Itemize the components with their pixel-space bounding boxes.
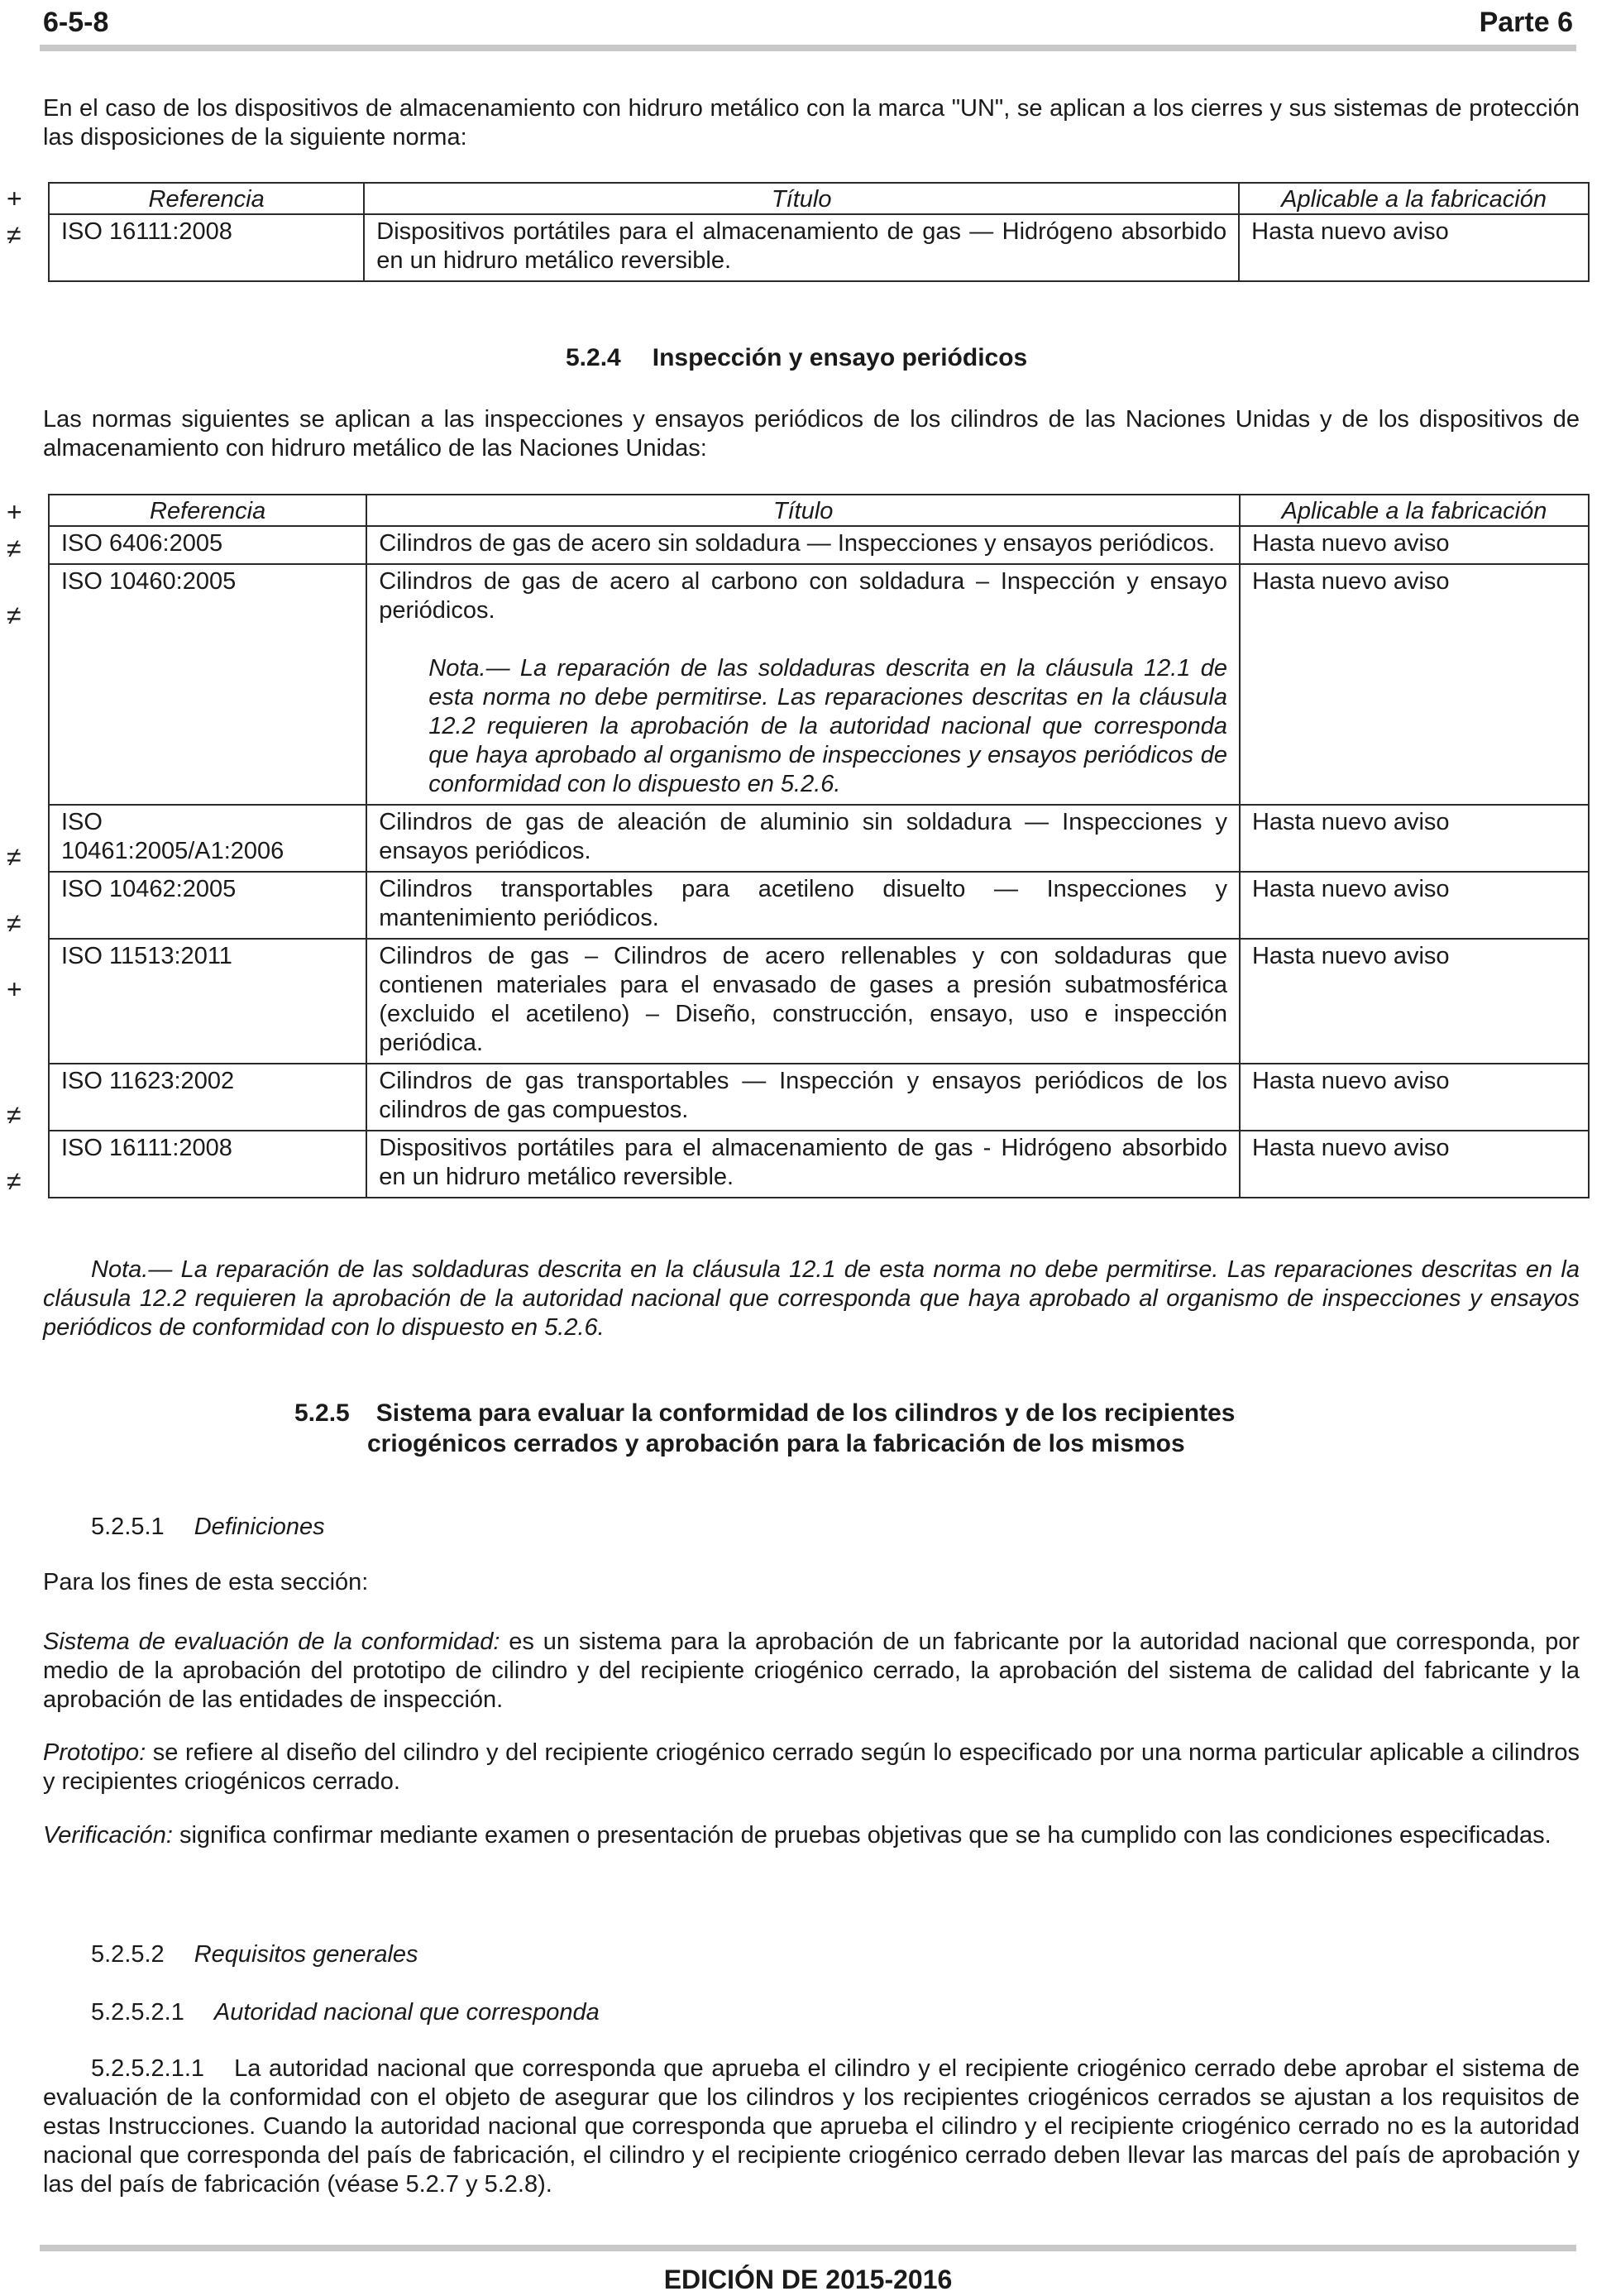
ref-line: 10461:2005/A1:2006 — [61, 838, 284, 864]
table-row — [49, 564, 1589, 805]
section-title-line: criogénicos cerrados y aprobación para la fabricación de los mismos — [367, 1430, 1185, 1457]
cell-applicable: Hasta nuevo aviso — [1240, 1064, 1589, 1131]
col-header-reference: Referencia — [49, 495, 366, 526]
cell-title: Cilindros transportables para acetileno disuelto — Inspecciones y mantenimiento periódicos. — [366, 872, 1240, 939]
definition-text: es un sistema para la aprobación de un fabricante por la autoridad nacional que corresponda, por medio de la aprobación del prototipo de cilindro y del recipiente criogénico cerrado, la aprobación del sistema de calidad del fabricante y la aprobación de las entidades de inspección. — [43, 1629, 1580, 1713]
definition-term: Sistema de evaluación de la conformidad: — [43, 1629, 500, 1655]
definition-verification — [43, 1821, 1580, 1850]
page-header — [43, 3, 1573, 41]
cell-reference: ISO 10460:2005 — [49, 564, 366, 805]
subsection-number: 5.2.5.2.1 — [91, 1999, 184, 2026]
cell-reference: ISO 16111:2008 — [49, 1131, 366, 1198]
paragraph-fines: Para los fines de esta sección: — [43, 1569, 369, 1595]
subsection-number: 5.2.5.2 — [91, 1941, 165, 1968]
change-mark: ≠ — [7, 842, 22, 872]
header-rule — [40, 45, 1576, 51]
table-row — [49, 1131, 1589, 1198]
cell-title: Cilindros de gas – Cilindros de acero rellenables y con soldaduras que contienen materiales para el envasado de gases a presión subatmosférica (excluido el acetileno) – Diseño, construcción, ensayo, uso e inspección periódica. — [366, 939, 1240, 1064]
change-mark: + — [7, 184, 22, 213]
col-header-applicable: Aplicable a la fabricación — [1239, 183, 1589, 214]
section-number: 5.2.5 — [294, 1399, 350, 1427]
cell-title: Cilindros de gas de acero al carbono con soldadura – Inspección y ensayo periódicos. — [379, 568, 1227, 624]
section-heading-5-2-4 — [566, 342, 1027, 373]
cell-reference: ISO 6406:2005 — [49, 526, 366, 564]
change-mark: ≠ — [7, 1100, 22, 1130]
paragraph-5-2-4: Las normas siguientes se aplican a las inspecciones y ensayos periódicos de los cilindros de las Naciones Unidas y de los dispositivos de almacenamiento con hidruro metálico de las Naciones Unidas: — [43, 406, 1580, 462]
section-heading-5-2-5 — [294, 1398, 1235, 1459]
cell-title: Cilindros de gas de aleación de aluminio sin soldadura — Inspecciones y ensayos periódicos. — [366, 805, 1240, 872]
table-header-row — [49, 495, 1589, 526]
subsection-number: 5.2.5.1 — [91, 1514, 165, 1540]
definition-term: Verificación: — [43, 1822, 173, 1849]
col-header-title: Título — [364, 183, 1239, 214]
paragraph-text: La autoridad nacional que corresponda que aprueba el cilindro y el recipiente criogénico cerrado debe aprobar el sistema de evaluación de la conformidad con el objeto de asegurar que los cilindros y los recipientes criogénicos cerrados se ajustan a los requisitos de estas Instrucciones. Cuando la autoridad nacional que corresponda que aprueba el cilindro y el recipiente criogénico cerrado no es la autoridad nacional que corresponda del país de fabricación, el cilindro y el recipiente criogénico cerrado deben llevar las marcas del país de aprobación y las del país de fabricación (véase 5.2.7 y 5.2.8). — [43, 2055, 1580, 2198]
cell-applicable: Hasta nuevo aviso — [1240, 526, 1589, 564]
cell-title: Dispositivos portátiles para el almacenamiento de gas - Hidrógeno absorbido en un hidruro metálico reversible. — [366, 1131, 1240, 1198]
footer-rule — [40, 2245, 1576, 2251]
change-mark: ≠ — [7, 1166, 22, 1196]
edition-footer: EDICIÓN DE 2015-2016 — [663, 2265, 953, 2294]
change-mark: ≠ — [7, 533, 22, 563]
table-row — [49, 872, 1589, 939]
definition-text: significa confirmar mediante examen o presentación de pruebas objetivas que se ha cumplido con las condiciones especificadas. — [172, 1822, 1551, 1849]
col-header-reference: Referencia — [49, 183, 364, 214]
table-row — [49, 939, 1589, 1064]
cell-reference: ISO 11623:2002 — [49, 1064, 366, 1131]
change-mark: ≠ — [7, 908, 22, 938]
subsection-5-2-5-1 — [91, 1513, 325, 1542]
change-mark: ≠ — [7, 600, 22, 630]
standards-table-closures — [48, 182, 1590, 282]
cell-applicable: Hasta nuevo aviso — [1240, 872, 1589, 939]
cell-reference: ISO 11513:2011 — [49, 939, 366, 1064]
cell-applicable: Hasta nuevo aviso — [1240, 805, 1589, 872]
part-label: Parte 6 — [1479, 6, 1573, 38]
subsection-title: Definiciones — [194, 1514, 325, 1540]
cell-reference: ISO 16111:2008 — [49, 214, 364, 281]
cell-reference: ISO 10462:2005 — [49, 872, 366, 939]
table-row — [49, 526, 1589, 564]
change-mark: ≠ — [7, 220, 22, 250]
cell-title: Cilindros de gas de acero sin soldadura — Inspecciones y ensayos periódicos. — [366, 526, 1240, 564]
definition-conformity-system — [43, 1628, 1580, 1715]
change-mark: + — [7, 974, 22, 1004]
paragraph-5-2-5-2-1-1 — [43, 2054, 1580, 2199]
paragraph-number: 5.2.5.2.1.1 — [91, 2055, 205, 2082]
note-paragraph: Nota.— La reparación de las soldaduras descrita en la cláusula 12.1 de esta norma no debe permitirse. Las reparaciones descritas en la cláusula 12.2 requieren la aprobación de la autoridad nacional que corresponda que haya aprobado al organismo de inspecciones y ensayos periódicos de conformidad con lo dispuesto en 5.2.6. — [43, 1256, 1580, 1341]
definition-text: se refiere al diseño del cilindro y del recipiente criogénico cerrado según lo especificado por una norma particular aplicable a cilindros y recipientes criogénicos cerrado. — [43, 1739, 1580, 1795]
cell-applicable: Hasta nuevo aviso — [1240, 1131, 1589, 1198]
ref-line: ISO — [61, 809, 103, 835]
intro-paragraph: En el caso de los dispositivos de almacenamiento con hidruro metálico con la marca "UN", se aplican a los cierres y sus sistemas de protección las disposiciones de la siguiente norma: — [43, 95, 1580, 151]
table-header-row — [49, 183, 1589, 214]
cell-applicable: Hasta nuevo aviso — [1240, 564, 1589, 805]
definition-term: Prototipo: — [43, 1739, 146, 1766]
cell-reference — [49, 805, 366, 872]
cell-note: Nota.— La reparación de las soldaduras descrita en la cláusula 12.1 de esta norma no debe permitirse. Las reparaciones descritas en la cláusula 12.2 requieren la aprobación de la autoridad nacional que corresponda que haya aprobado al organismo de inspecciones y ensayos periódicos de conformidad con lo dispuesto en 5.2.6. — [428, 655, 1227, 797]
cell-title: Cilindros de gas transportables — Inspección y ensayos periódicos de los cilindros de gas compuestos. — [366, 1064, 1240, 1131]
section-number: 5.2.4 — [566, 344, 621, 371]
table-row — [49, 1064, 1589, 1131]
section-title-line: Sistema para evaluar la conformidad de los cilindros y de los recipientes — [375, 1399, 1236, 1427]
subsection-5-2-5-2 — [91, 1940, 418, 1969]
change-mark: + — [7, 497, 22, 527]
definition-prototype — [43, 1739, 1580, 1796]
standards-table-inspection — [48, 494, 1590, 1198]
table-row — [49, 805, 1589, 872]
page-number: 6-5-8 — [43, 6, 109, 38]
table-row — [49, 214, 1589, 281]
subsection-title: Requisitos generales — [194, 1941, 418, 1968]
section-title: Inspección y ensayo periódicos — [652, 344, 1028, 371]
cell-title-with-note — [366, 564, 1240, 805]
cell-applicable: Hasta nuevo aviso — [1240, 939, 1589, 1064]
cell-title: Dispositivos portátiles para el almacenamiento de gas — Hidrógeno absorbido en un hidruro metálico reversible. — [364, 214, 1239, 281]
cell-applicable: Hasta nuevo aviso — [1239, 214, 1589, 281]
col-header-applicable: Aplicable a la fabricación — [1240, 495, 1589, 526]
subsection-title: Autoridad nacional que corresponda — [213, 1999, 600, 2026]
col-header-title: Título — [366, 495, 1240, 526]
subsection-5-2-5-2-1 — [91, 1998, 600, 2027]
